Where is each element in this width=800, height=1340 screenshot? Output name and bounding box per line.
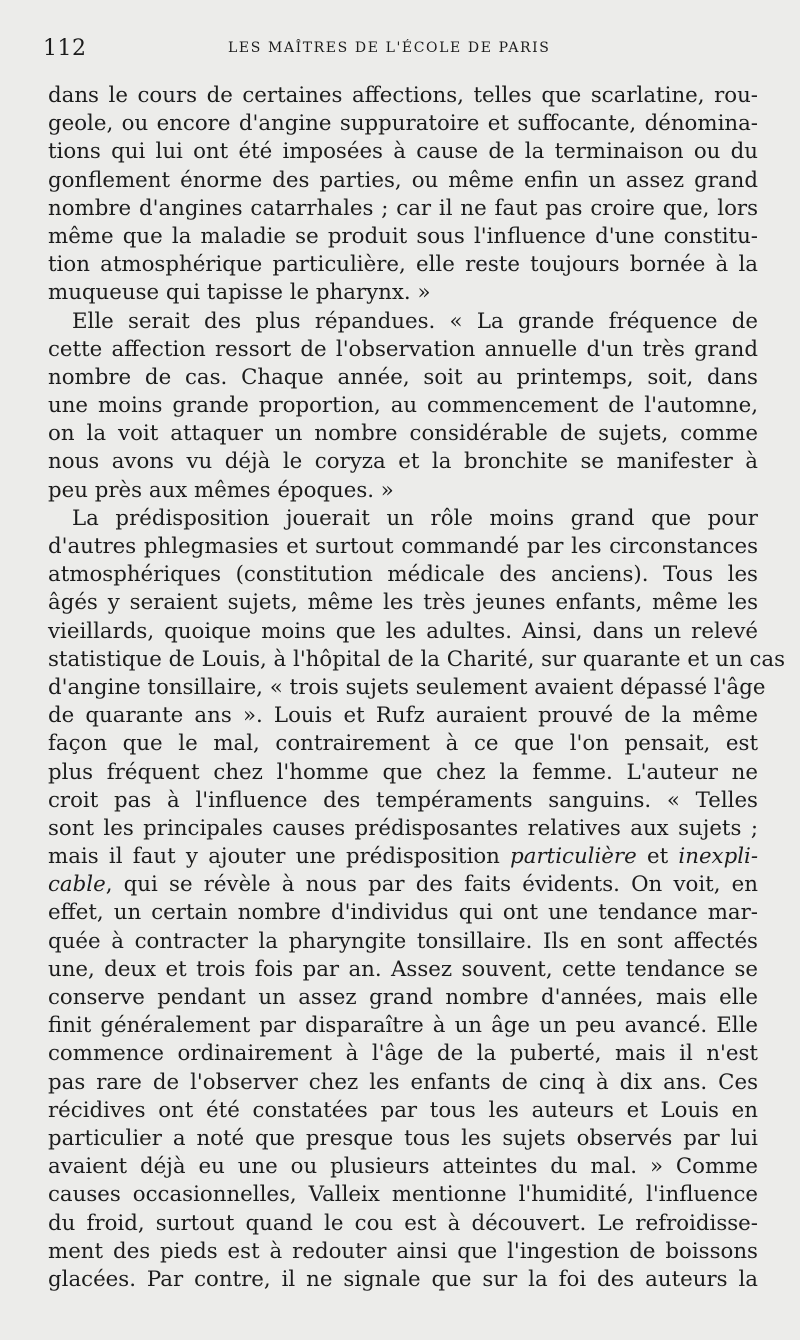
text-line: finit généralement par disparaître à un âge un peu avancé. Elle bbox=[48, 1013, 758, 1039]
text-line: gonflement énorme des parties, ou même enfin un assez grand bbox=[48, 167, 758, 193]
text-line: ment des pieds est à redouter ainsi que l'ingestion de boissons bbox=[48, 1238, 758, 1264]
text-line: effet, un certain nombre d'individus qui ont une tendance mar- bbox=[48, 900, 758, 926]
text-line: croit pas à l'influence des tempéraments sanguins. « Telles bbox=[48, 787, 758, 813]
text-line: avaient déjà eu une ou plusieurs atteintes du mal. » Comme bbox=[48, 1154, 758, 1180]
text-line: d'autres phlegmasies et surtout commandé par les circonstances bbox=[48, 534, 758, 559]
running-head bbox=[43, 36, 758, 60]
text-line: façon que le mal, contrairement à ce que l'on pensait, est bbox=[48, 731, 758, 757]
text-line: quée à contracter la pharyngite tonsillaire. Ils en sont affectés bbox=[48, 928, 758, 954]
text-line: Elle serait des plus répandues. « La grande fréquence de bbox=[72, 308, 758, 334]
text-line: d'angine tonsillaire, « trois sujets seulement avaient dépassé l'âge bbox=[48, 674, 766, 700]
text-line: récidives ont été constatées par tous les auteurs et Louis en bbox=[48, 1097, 758, 1123]
text-line: nombre de cas. Chaque année, soit au printemps, soit, dans bbox=[48, 364, 758, 390]
text-line: on la voit attaquer un nombre considérable de sujets, comme bbox=[48, 421, 758, 447]
text-line: nombre d'angines catarrhales ; car il ne faut pas croire que, lors bbox=[48, 195, 758, 221]
text-line: muqueuse qui tapisse le pharynx. » bbox=[48, 280, 431, 306]
running-title: LES MAÎTRES DE L'ÉCOLE DE PARIS bbox=[228, 40, 551, 56]
text-line: du froid, surtout quand le cou est à découvert. Le refroidisse- bbox=[48, 1210, 758, 1236]
text-line: âgés y seraient sujets, même les très jeunes enfants, même les bbox=[48, 590, 758, 616]
text-line: une, deux et trois fois par an. Assez souvent, cette tendance se bbox=[48, 956, 758, 982]
text-line-with-italics bbox=[48, 843, 758, 871]
page-number: 112 bbox=[43, 36, 87, 61]
text-line: de quarante ans ». Louis et Rufz auraient prouvé de la même bbox=[48, 703, 758, 729]
text-line: pas rare de l'observer chez les enfants de cinq à dix ans. Ces bbox=[48, 1069, 758, 1095]
text-line: plus fréquent chez l'homme que chez la femme. L'auteur ne bbox=[48, 759, 758, 785]
italic-word: particulière bbox=[510, 844, 637, 870]
text-segment: mais il faut y ajouter une prédisposition bbox=[48, 844, 511, 870]
text-line: statistique de Louis, à l'hôpital de la Charité, sur quarante et un cas bbox=[48, 646, 786, 672]
text-line: sont les principales causes prédisposantes relatives aux sujets ; bbox=[48, 815, 758, 841]
text-line: une moins grande proportion, au commencement de l'automne, bbox=[48, 393, 758, 419]
italic-word: inexpli- bbox=[678, 844, 759, 870]
text-line: peu près aux mêmes époques. » bbox=[48, 477, 394, 503]
text-line: La prédisposition jouerait un rôle moins grand que pour bbox=[72, 505, 758, 531]
text-line: geole, ou encore d'angine suppuratoire et suffocante, dénomina- bbox=[48, 111, 758, 137]
text-line: vieillards, quoique moins que les adultes. Ainsi, dans un relevé bbox=[48, 618, 758, 644]
text-line: tion atmosphérique particulière, elle reste toujours bornée à la bbox=[48, 252, 758, 278]
text-line: commence ordinairement à l'âge de la puberté, mais il n'est bbox=[48, 1041, 758, 1067]
body-text bbox=[48, 82, 786, 1294]
text-segment: et bbox=[636, 844, 679, 870]
text-line: conserve pendant un assez grand nombre d'années, mais elle bbox=[48, 985, 758, 1010]
italic-word: cable bbox=[48, 872, 106, 898]
text-line: nous avons vu déjà le coryza et la bronchite se manifester à bbox=[48, 449, 758, 475]
text-line-with-italics bbox=[48, 871, 758, 899]
text-line: atmosphériques (constitution médicale des anciens). Tous les bbox=[48, 562, 758, 588]
text-segment: , qui se révèle à nous par des faits évidents. On voit, en bbox=[105, 872, 758, 898]
text-line: causes occasionnelles, Valleix mentionne l'humidité, l'influence bbox=[48, 1182, 758, 1208]
text-line: glacées. Par contre, il ne signale que sur la foi des auteurs la bbox=[48, 1266, 758, 1292]
text-line: tions qui lui ont été imposées à cause de la terminaison ou du bbox=[48, 139, 758, 165]
text-line: cette affection ressort de l'observation annuelle d'un très grand bbox=[48, 336, 758, 362]
text-line: particulier a noté que presque tous les sujets observés par lui bbox=[48, 1125, 758, 1151]
text-line: même que la maladie se produit sous l'influence d'une constitu- bbox=[48, 223, 758, 249]
text-line: dans le cours de certaines affections, telles que scarlatine, rou- bbox=[48, 83, 758, 108]
